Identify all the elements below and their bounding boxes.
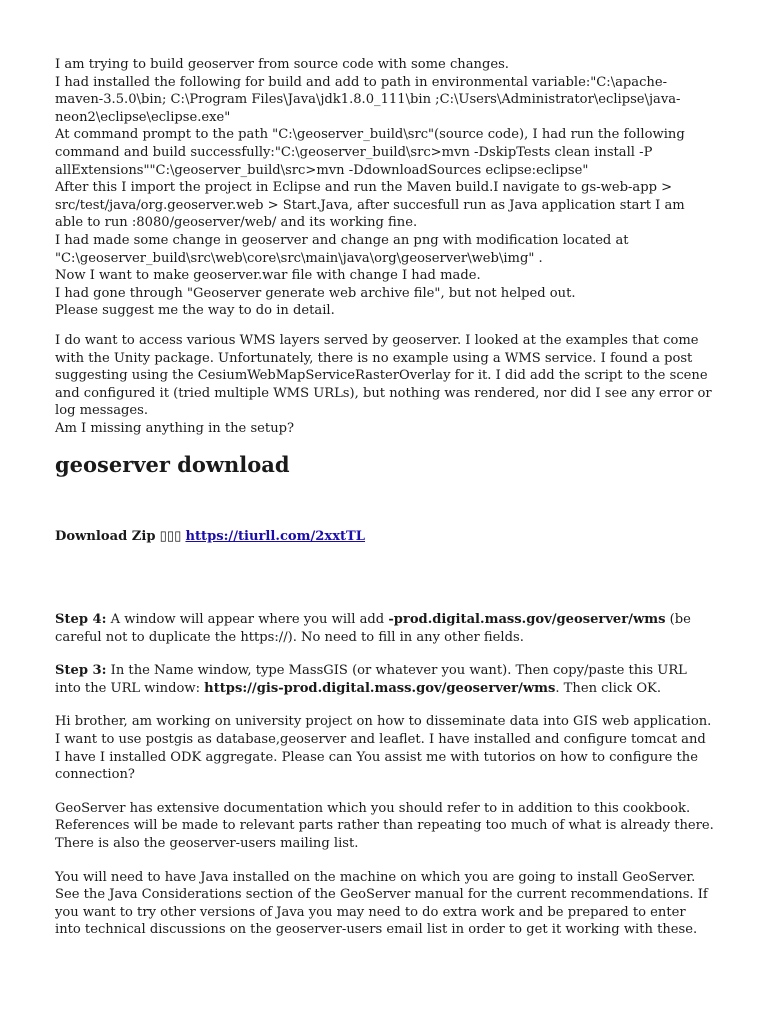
step-3-paragraph: [55, 662, 715, 697]
question2-line: I do want to access various WMS layers served by geoserver. I looked at the examples that come with the Unity package. Unfortunately, there is no example using a WMS service. I found a post suggesting using the CesiumWebMapServiceRasterOverlay for it. I did add the script to the scene and configured it (tried multiple WMS URLs), but nothing was rendered, nor did I see any error or log messages.: [55, 332, 712, 419]
question1-line: Please suggest me the way to do in detail.: [55, 303, 335, 319]
section-heading: geoserver download: [55, 452, 290, 478]
question1-line: After this I import the project in Eclipse and run the Maven build.I navigate to gs-web-app > src/test/java/org.geoserver.web > Start.Java, after succesfull run as Java application start I am able to run :8080/geoserver/web/ and its working fine.: [55, 180, 685, 231]
paragraph-java-requirements: You will need to have Java installed on the machine on which you are going to install GeoServer. See the Java Considerations section of the GeoServer manual for the current recommendations. If you want to try other versions of Java you may need to do extra work and be prepared to enter into technical discussions on the geoserver-users email list in order to get it working with these.: [55, 869, 708, 938]
step-4-label: Step 4:: [55, 612, 107, 628]
step-3-label: Step 3:: [55, 663, 107, 679]
question1-line: At command prompt to the path "C:\geoserver_build\src"(source code), I had run the following command and build successfully:"C:\geoserver_build\src>mvn -DskipTests clean install -P allExtensions""C:\geoserver_build\src>mvn -DdownloadSources eclipse:eclipse": [55, 127, 685, 178]
download-label: Download Zip: [55, 529, 156, 545]
placeholder-glyphs: ▯▯▯: [159, 529, 182, 545]
step-3-url: https://gis-prod.digital.mass.gov/geoserver/wms: [204, 680, 556, 696]
question1-line: I am trying to build geoserver from source code with some changes.: [55, 57, 509, 72]
question1-line: I had installed the following for build and add to path in environmental variable:"C:\apache-maven-3.5.0\bin; C:\Program Files\Java\jdk1.8.0_111\bin ;C:\Users\Administrator\eclipse\java-neon2\eclipse\eclipse.exe": [55, 74, 681, 125]
step-3-text-b: . Then click OK.: [555, 680, 661, 696]
question-geoserver-build: [55, 56, 715, 320]
question-wms-layers: [55, 332, 715, 438]
question1-line: I had made some change in geoserver and change an png with modification located at "C:\geoserver_build\src\web\core\src\main\java\org\geoserver\web\img" .: [55, 232, 629, 266]
paragraph-university-project: Hi brother, am working on university project on how to disseminate data into GIS web application. I want to use postgis as database,geoserver and leaflet. I have installed and configure tomcat and I have I installed ODK aggregate. Please can You assist me with tutorios on how to configure the connection?: [55, 714, 712, 783]
step-3-text-a: In the Name window, type MassGIS (or whatever you want). Then copy/paste this URL into the URL window:: [55, 663, 687, 696]
question1-line: I had gone through "Geoserver generate web archive file", but not helped out.: [55, 285, 576, 301]
download-link[interactable]: https://tiurll.com/2xxtTL: [185, 529, 366, 545]
paragraph-documentation: GeoServer has extensive documentation which you should refer to in addition to this cookbook. References will be made to relevant parts rather than repeating too much of what is already there. There is also the geoserver-users mailing list.: [55, 800, 714, 851]
step-4-paragraph: [55, 611, 715, 646]
step-4-text-b: (be careful not to duplicate the https://). No need to fill in any other fields.: [55, 612, 691, 645]
step-4-text-a: A window will appear where you will add: [106, 612, 389, 628]
question1-line: Now I want to make geoserver.war file with change I had made.: [55, 268, 481, 284]
download-line: [55, 528, 715, 546]
question2-line: Am I missing anything in the setup?: [55, 420, 295, 436]
document-page: [55, 56, 715, 955]
step-4-url: -prod.digital.mass.gov/geoserver/wms: [388, 612, 666, 628]
